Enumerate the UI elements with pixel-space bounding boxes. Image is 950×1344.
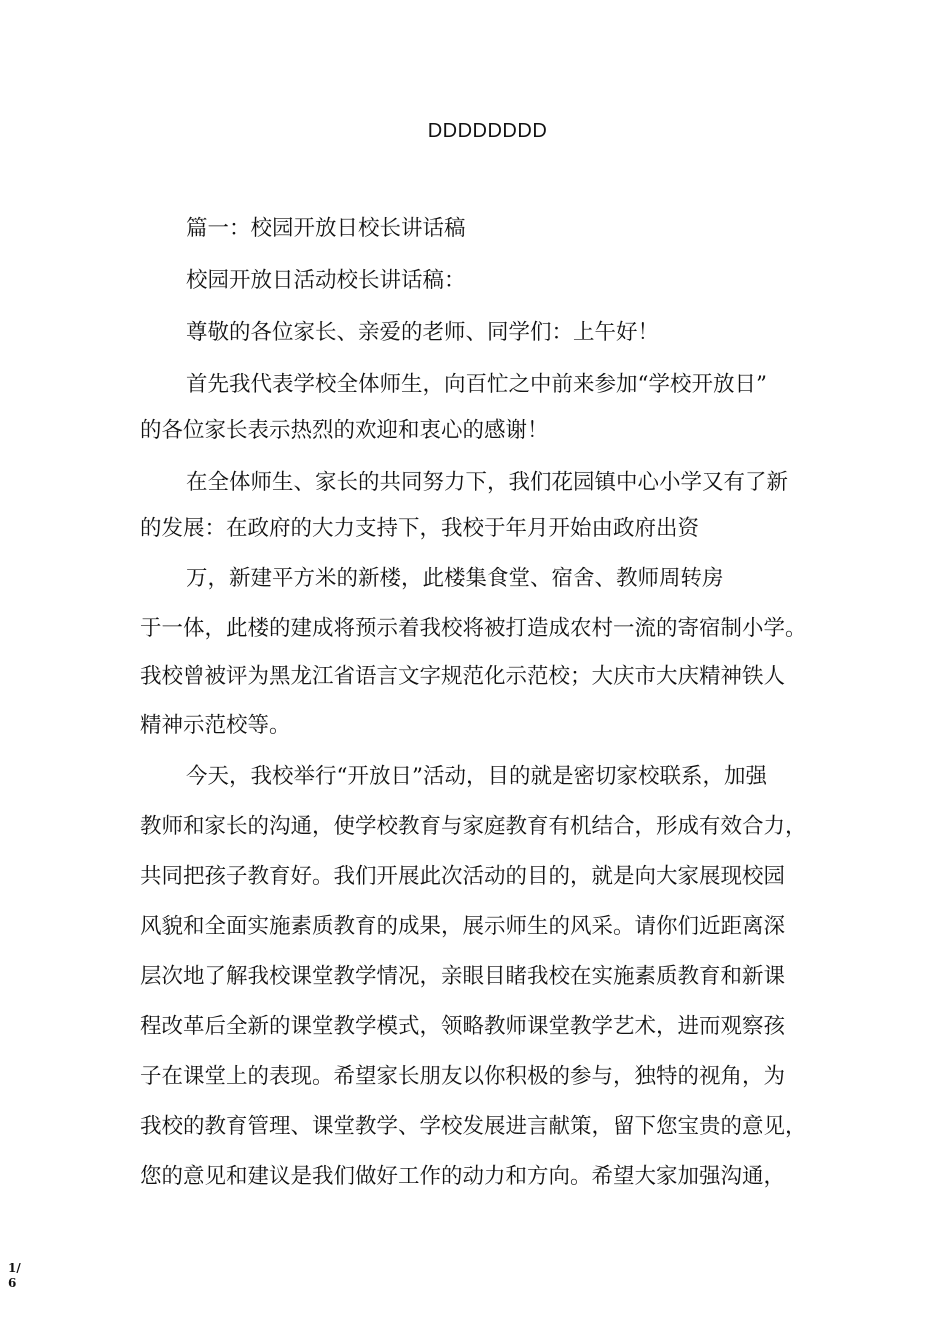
paragraph-line: 您的意见和建议是我们做好工作的动力和方向。希望大家加强沟通， [140,1164,786,1189]
paragraph-line: 层次地了解我校课堂教学情况，亲眼目睹我校在实施素质教育和新课 [140,964,786,989]
paragraph-line: 程改革后全新的课堂教学模式，领略教师课堂教学艺术，进而观察孩 [140,1014,786,1039]
paragraph-line: 在全体师生、家长的共同努力下，我们花园镇中心小学又有了新 [186,470,789,495]
paragraph-line: 精神示范校等。 [140,713,291,738]
document-header: DDDDDDDD [427,120,548,142]
paragraph-line: 风貌和全面实施素质教育的成果，展示师生的风采。请你们近距离深 [140,914,786,939]
paragraph-line: 我校的教育管理、课堂教学、学校发展进言献策，留下您宝贵的意见， [140,1114,807,1139]
paragraph-line: 子在课堂上的表现。希望家长朋友以你积极的参与，独特的视角，为 [140,1064,786,1089]
speech-title: 校园开放日活动校长讲话稿： [186,268,466,293]
paragraph-line: 今天，我校举行“开放日”活动，目的就是密切家校联系，加强 [186,764,767,789]
greeting: 尊敬的各位家长、亲爱的老师、同学们：上午好！ [186,320,660,345]
paragraph-line: 教师和家长的沟通，使学校教育与家庭教育有机结合，形成有效合力， [140,814,807,839]
paragraph-line: 的各位家长表示热烈的欢迎和衷心的感谢！ [140,418,549,443]
paragraph-line: 的发展：在政府的大力支持下，我校于年月开始由政府出资 [140,516,700,541]
page-number: 1/6 [8,1261,21,1290]
paragraph-line: 我校曾被评为黑龙江省语言文字规范化示范校；大庆市大庆精神铁人 [140,664,786,689]
paragraph-line: 首先我代表学校全体师生，向百忙之中前来参加“学校开放日” [186,372,767,397]
paragraph-line: 共同把孩子教育好。我们开展此次活动的目的，就是向大家展现校园 [140,864,786,889]
paragraph-line: 于一体，此楼的建成将预示着我校将被打造成农村一流的寄宿制小学。 [140,616,807,641]
section-title: 篇一：校园开放日校长讲话稿 [186,216,466,241]
paragraph-line: 万，新建平方米的新楼，此楼集食堂、宿舍、教师周转房 [186,566,724,591]
